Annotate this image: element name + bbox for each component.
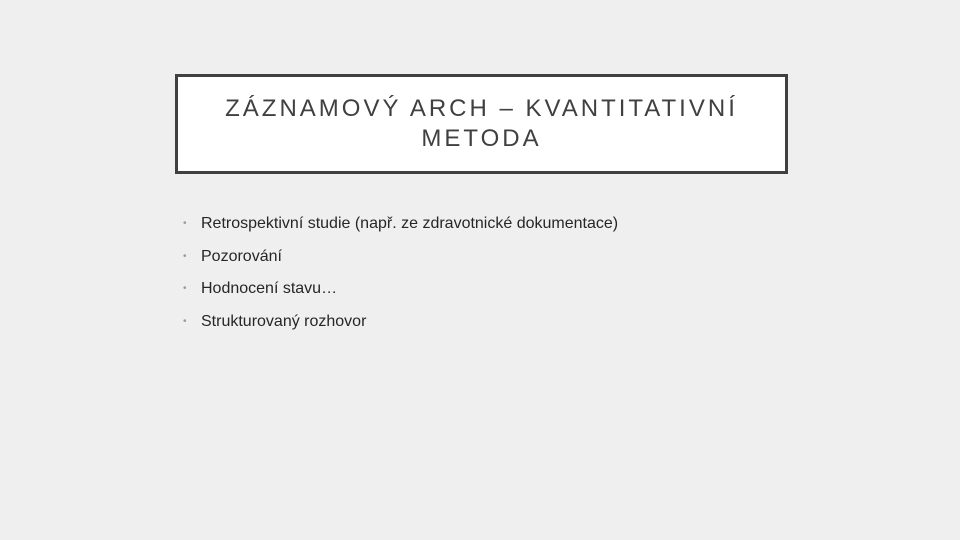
bullet-text: Pozorování <box>201 247 282 265</box>
bullet-dot-icon: • <box>183 250 187 262</box>
bullet-list <box>183 208 618 338</box>
bullet-text: Hodnocení stavu… <box>201 280 338 298</box>
bullet-item-observation <box>183 241 618 274</box>
bullet-dot-icon: • <box>183 218 187 230</box>
bullet-dot-icon: • <box>183 283 187 295</box>
bullet-item-retrospective-study <box>183 208 618 241</box>
slide-title-line-2: METODA <box>421 125 542 152</box>
bullet-text: Retrospektivní studie (např. ze zdravotnické dokumentace) <box>201 215 619 233</box>
bullet-item-structured-interview <box>183 306 618 339</box>
slide-title-line-1: ZÁZNAMOVÝ ARCH – KVANTITATIVNÍ <box>225 95 738 122</box>
bullet-text: Strukturovaný rozhovor <box>201 312 367 330</box>
title-box <box>175 74 788 174</box>
bullet-dot-icon: • <box>183 315 187 327</box>
bullet-item-state-assessment <box>183 273 618 306</box>
